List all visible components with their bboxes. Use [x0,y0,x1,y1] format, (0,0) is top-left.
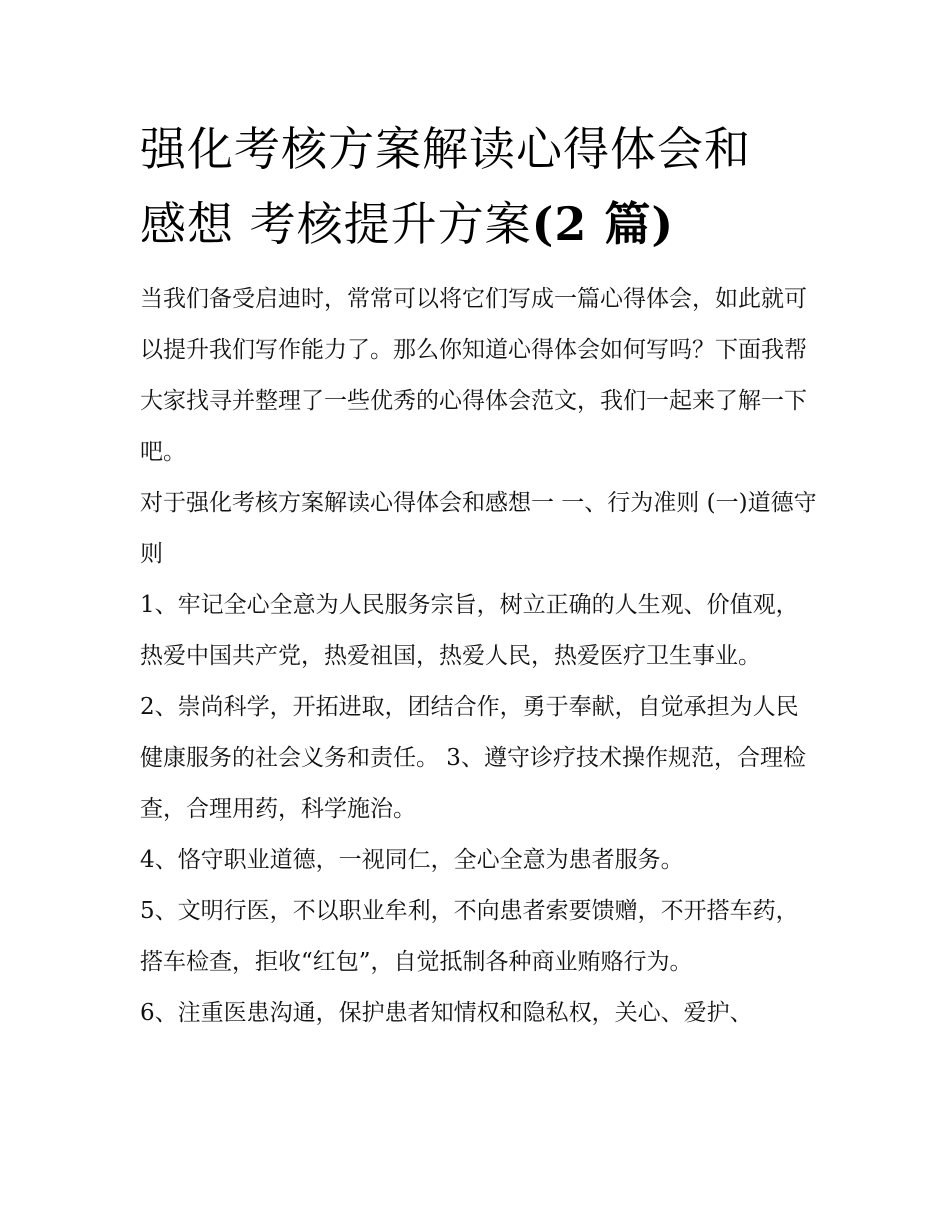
title-line-2: 感想 考核提升方案 [140,197,532,251]
rule-paragraph-6: 6、注重医患沟通，保护患者知情权和隐私权，关心、爱护、 [140,1000,753,1026]
rule-paragraph-1: 1、牢记全心全意为人民服务宗旨，树立正确的人生观、价值观，热爱中国共产党，热爱祖国，热爱人民，热爱医疗卫生事业。 [140,592,799,669]
rule-paragraph-2-3: 2、崇尚科学，开拓进取，团结合作，勇于奉献，自觉承担为人民健康服务的社会义务和责任。 3、遵守诊疗技术操作规范，合理检查，合理用药，科学施治。 [140,694,806,822]
title-line-1: 强化考核方案解读心得体会和 [140,122,751,176]
rule-paragraph-5: 5、文明行医，不以职业牟利，不向患者索要馈赠，不开搭车药，搭车检查，拒收“红包”，自觉抵制各种商业贿赂行为。 [140,898,799,975]
document-title [140,112,820,262]
intro-paragraph: 当我们备受启迪时，常常可以将它们写成一篇心得体会，如此就可以提升我们写作能力了。那么你知道心得体会如何写吗？下面我帮大家找寻并整理了一些优秀的心得体会范文，我们一起来了解一下吧。 [140,286,807,465]
document-page [140,112,820,1039]
title-count: (2 篇) [531,197,675,251]
rule-paragraph-4: 4、恪守职业道德，一视同仁，全心全意为患者服务。 [140,847,684,873]
section-heading-paragraph: 对于强化考核方案解读心得体会和感想一 一、行为准则 (一)道德守则 [140,490,817,567]
